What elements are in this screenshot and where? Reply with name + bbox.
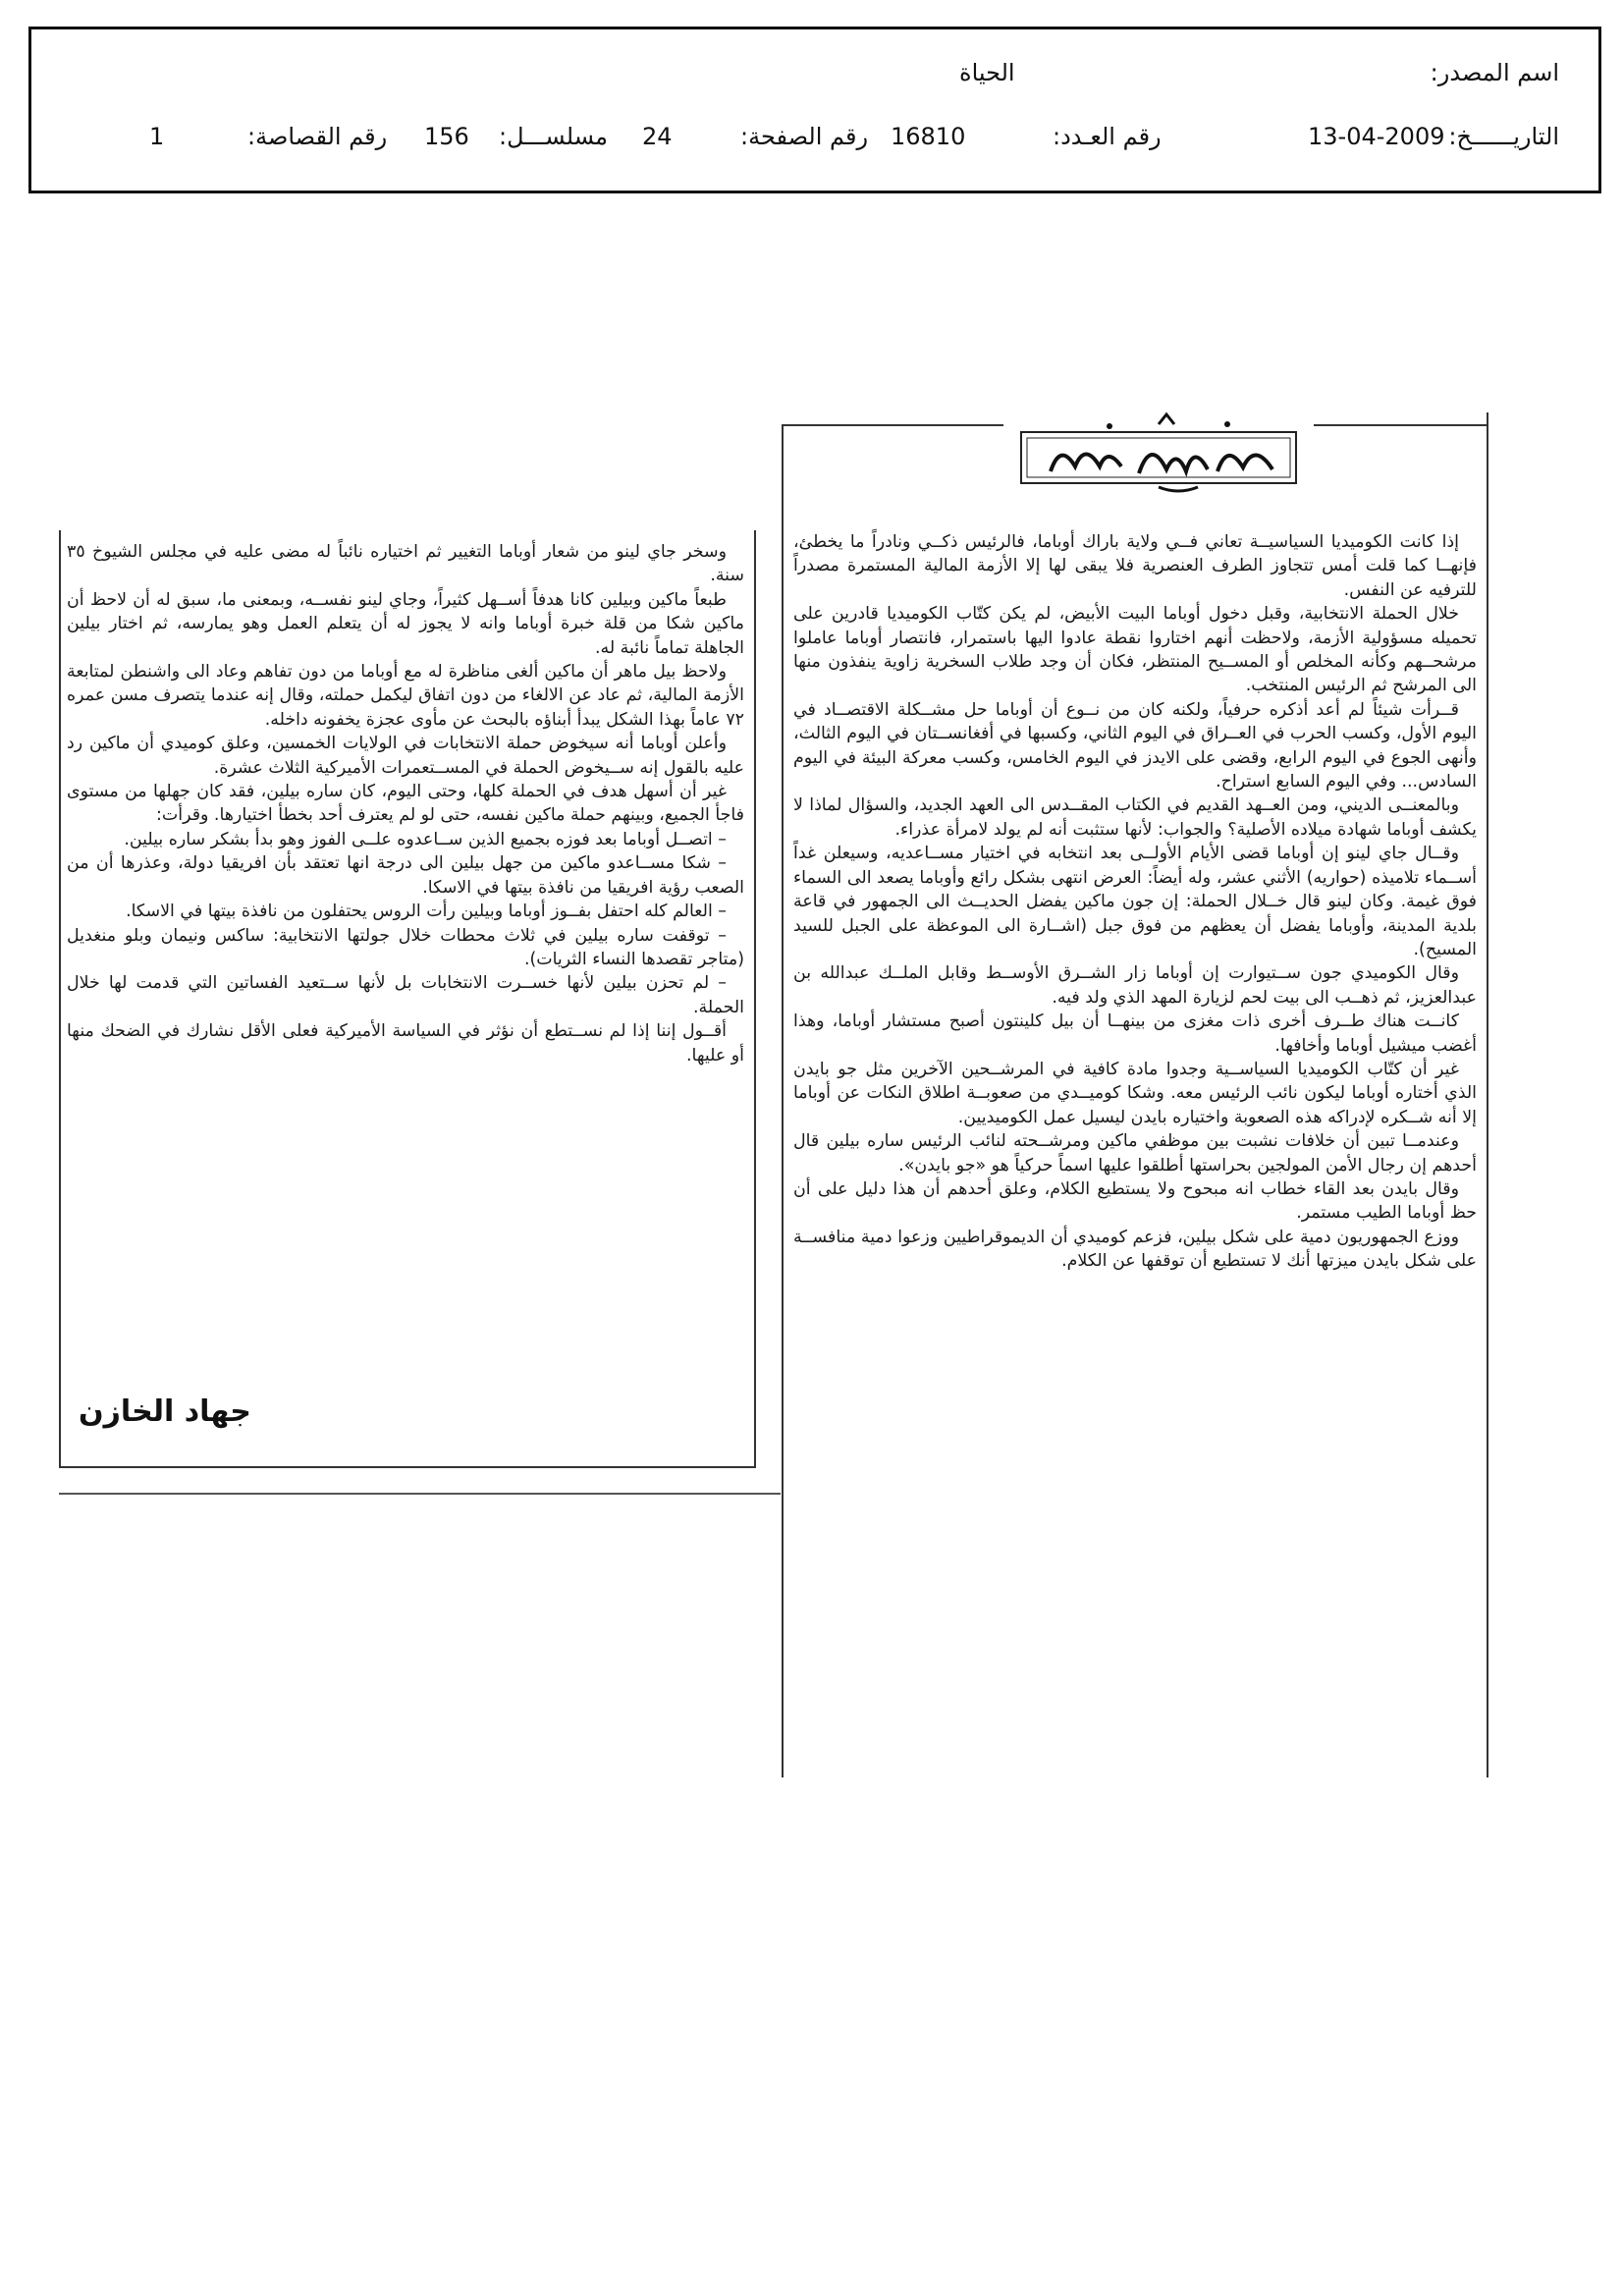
paragraph: كانــت هناك طــرف أخرى ذات مغزى من بينهــا أن بيل كلينتون أصبح مستشار أوباما، وهذا أغضب ميشيل أوباما وأخافها.	[793, 1011, 1477, 1056]
left-column-bottom-border	[59, 1466, 756, 1468]
paragraph: وقــال جاي لينو إن أوباما قضى الأيام الأولــى بعد انتخابه في اختيار مســاعديه، وسيعلن غداً أســماء تلاميذه (حواريه) الأثني عشر، وله أيضاً: العرض انتهى بشكل رائع وأوباما يصعد الى السماء فوق غيمة. وكان لينو قال خــلال الحملة: إن جون ماكين يفضل الحديــث الى الجمهور في قاعة بلدية المدينة، وأوباما يفضل أن يعظهم من فوق جبل (اشــارة الى الموعظة على الجبل للسيد المسيح).	[793, 844, 1477, 959]
paragraph: وقال بايدن بعد القاء خطاب انه مبحوح ولا يستطيع الكلام، وعلق أحدهم أن هذا دليل على أن حظ أوباما الطيب مستمر.	[793, 1178, 1477, 1224]
source-value: الحياة	[959, 59, 1015, 86]
issue-value: 16810	[891, 123, 966, 150]
article-right-column	[793, 530, 1477, 1274]
paragraph: – لم تحزن بيلين لأنها خســرت الانتخابات بل لأنها ســتعيد الفساتين التي قدمت لها خلال الحملة.	[67, 973, 744, 1017]
paragraph: وأعلن أوباما أنه سيخوض حملة الانتخابات في الولايات الخمسين، وعلق كوميدي أن ماكين رد عليه بالقول إنه ســيخوض الحملة في المســتعمرات الأميركية الثلاث عشرة.	[67, 734, 744, 778]
article-left-column	[67, 540, 744, 1067]
paragraph: طبعاً ماكين وبيلين كانا هدفاً أســهل كثيراً، وجاي لينو نفســه، وبمعنى ما، سبق له أن لاحظ أن ماكين شكا من قلة خبرة أوباما وانه لا يجوز له أن يتعلم العمل وهو يمارسه، ثم اختار بيلين الجاهلة تماماً نائبة له.	[67, 589, 744, 658]
paragraph: إذا كانت الكوميديا السياسيــة تعاني فــي ولاية باراك أوباما، فالرئيس ذكــي ونادراً ما يخطئ، فإنهــا كما قلت أمس تتجاوز الطرف العنصرية فلا يبقى لها إلا الأزمة المالية المستمرة مصدراً للترفيه عن النفس.	[793, 532, 1477, 600]
left-column-left-border	[59, 530, 61, 1468]
right-column-right-border	[1487, 412, 1488, 1777]
paragraph: غير أن كتّاب الكوميديا السياســية وجدوا مادة كافية في المرشــحين الآخرين مثل جو بايدن الذي أختاره أوباما ليكون نائب الرئيس معه. وشكا كوميــدي من صعوبــة اطلاق النكات عن أوباما إلا أنه شــكره لإدراكه هذه الصعوبة واختياره بايدن ليسيل عمل الكوميديين.	[793, 1059, 1477, 1127]
author-signature: جهاد الخازن	[79, 1394, 251, 1429]
masthead-logo	[1011, 403, 1306, 501]
source-label: اسم المصدر:	[1430, 59, 1559, 86]
paragraph: – العالم كله احتفل بفــوز أوباما وبيلين رأت الروس يحتفلون من نافذة بيتها في الاسكا.	[126, 902, 727, 922]
paragraph: وسخر جاي لينو من شعار أوباما التغيير ثم اختياره نائباً له مضى عليه في مجلس الشيوخ ٣٥ سنة.	[67, 542, 744, 586]
right-column-top-border-left	[782, 424, 1003, 426]
paragraph: ووزع الجمهوريون دمية على شكل بيلين، فزعم كوميدي أن الديموقراطيين وزعوا دمية منافســة على شكل بايدن ميزتها أنك لا تستطيع أن توقفها عن الكلام.	[793, 1227, 1477, 1272]
serial-value: 156	[424, 123, 469, 150]
clipping-header	[28, 27, 1601, 193]
clip-label: رقم القصاصة:	[247, 123, 388, 150]
paragraph: وبالمعنــى الديني، ومن العــهد القديم في الكتاب المقــدس الى العهد الجديد، والسؤال لماذا لا يكشف أوباما شهادة ميلاده الأصلية؟ والجواب: لأنها ستثبت أنه لم يولد لامرأة عذراء.	[793, 795, 1477, 840]
page-value: 24	[642, 123, 673, 150]
paragraph: – توقفت ساره بيلين في ثلاث محطات خلال جولتها الانتخابية: ساكس ونيمان وبلو منغديل (متاجر تقصدها النساء الثريات).	[67, 925, 744, 969]
date-value: 13-04-2009	[1308, 123, 1445, 150]
paragraph: وعندمــا تبين أن خلافات نشبت بين موظفي ماكين ومرشــحته لنائب الرئيس ساره بيلين قال أحدهم إن رجال الأمن المولجين بحراستها أطلقوا عليها اسماً حركياً هو «جو بايدن».	[793, 1131, 1477, 1175]
page-label: رقم الصفحة:	[740, 123, 869, 150]
paragraph: – اتصــل أوباما بعد فوزه بجميع الذين ســاعدوه علــى الفوز وهو بدأ بشكر ساره بيلين.	[124, 829, 727, 849]
paragraph: – شكا مســاعدو ماكين من جهل بيلين الى درجة انها تعتقد بأن افريقيا دولة، وعذرها أن من الصعب رؤية افريقيا من نافذة بيتها في الاسكا.	[67, 853, 744, 898]
paragraph: ولاحظ بيل ماهر أن ماكين ألغى مناظرة له مع أوباما من دون تفاهم وعاد الى واشنطن لمتابعة الأزمة المالية، ثم عاد عن الالغاء من دون اتفاق ليكمل حملته، وقال إنه عندما يتصرف مسن عمره ٧٢ عاماً بهذا الشكل يبدأ أبناؤه بالبحث عن مأوى عجزة يخفونه داخله.	[67, 662, 744, 730]
serial-label: مسلســـل:	[499, 123, 608, 150]
clip-value: 1	[149, 123, 165, 150]
paragraph: خلال الحملة الانتخابية، وقبل دخول أوباما البيت الأبيض، لم يكن كتّاب الكوميديا قادرين على تحميله مسؤولية الأزمة، ولاحظت أنهم اختاروا نقطة عادوا اليها باستمرار، فانتصار أوباما عاملوا مرشحــهم وكأنه المخلص أو المســيح المنتظر، فكان أن وجد طلاب السخرية زاوية ينفذون منها الى المرشح ثم الرئيس المنتخب.	[793, 604, 1477, 696]
issue-label: رقم العـدد:	[1053, 123, 1162, 150]
paragraph: قــرأت شيئاً لم أعد أذكره حرفياً، ولكنه كان من نــوع أن أوباما حل مشــكلة الاقتصــاد في اليوم الأول، وكسب الحرب في العــراق في اليوم الثاني، وكسبها في أفغانســتان في اليوم الثالث، وأنهى الجوع في اليوم الرابع، وقضى على الايدز في اليوم الخامس، وكسب معركة البيئة في اليوم السادس... وفي اليوم السابع استراح.	[793, 699, 1477, 793]
right-column-top-border-right	[1314, 424, 1487, 426]
paragraph: أقــول إننا إذا لم نســتطع أن نؤثر في السياسة الأميركية فعلى الأقل نشارك في الضحك منها أو عليها.	[67, 1021, 744, 1066]
date-label: التاريــــــخ:	[1448, 123, 1559, 150]
paragraph: غير أن أسهل هدف في الحملة كلها، وحتى اليوم، كان ساره بيلين، فقد كان جهلها من مستوى فاجأ الجميع، وبينهم حملة ماكين نفسه، حتى لو لم يعترف أحد بخطأ اختيارها. وقرأت:	[67, 782, 744, 826]
right-column-left-border	[782, 424, 784, 1777]
page-rule	[59, 1493, 781, 1495]
paragraph: وقال الكوميدي جون ســتيوارت إن أوباما زار الشــرق الأوســط وقابل الملــك عبدالله بن عبدالعزيز، ثم ذهــب الى بيت لحم لزيارة المهد الذي ولد فيه.	[793, 963, 1477, 1008]
left-column-right-border	[754, 530, 756, 1468]
